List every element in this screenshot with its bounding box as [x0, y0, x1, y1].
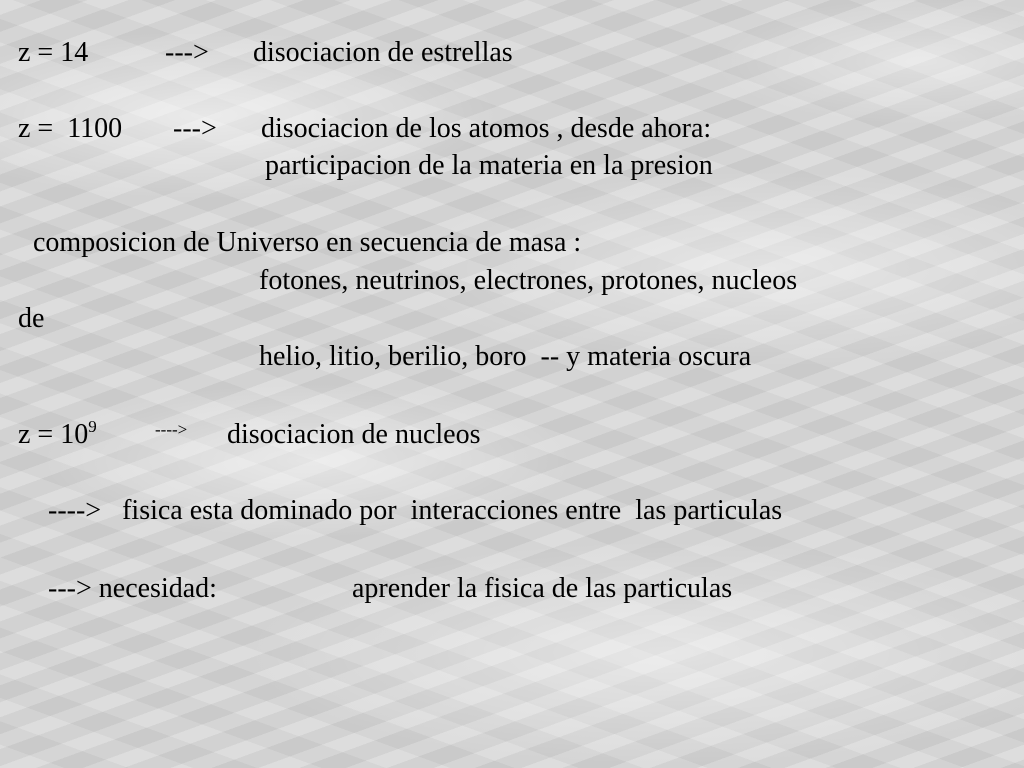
atom-dissociation-text: disociacion de los atomos , desde ahora: — [261, 113, 712, 144]
redshift-base: z = 10 — [18, 419, 89, 450]
redshift-14: z = 14 — [18, 37, 89, 68]
small-arrow: ----> — [155, 420, 188, 439]
elements-list: helio, litio, berilio, boro -- y materia oscura — [259, 341, 752, 372]
physics-interactions-text: ----> fisica esta dominado por interacciones entre las particulas — [48, 495, 783, 526]
star-dissociation-text: disociacion de estrellas — [253, 37, 513, 68]
arrow — [155, 419, 187, 454]
redshift-10e9 — [18, 419, 97, 454]
redshift-1100: z = 1100 — [18, 113, 123, 144]
necessity-label: ---> necesidad: — [48, 573, 217, 604]
matter-pressure-text: participacion de la materia en la presion — [265, 150, 713, 181]
arrow: ---> — [165, 37, 209, 68]
composition-heading: composicion de Universo en secuencia de masa : — [33, 227, 582, 258]
nuclei-dissociation-text: disociacion de nucleos — [227, 419, 481, 450]
particles-list-wrap: de — [18, 303, 45, 334]
learn-particle-physics-text: aprender la fisica de las particulas — [352, 573, 733, 604]
arrow: ---> — [173, 113, 217, 144]
redshift-exponent: 9 — [88, 417, 97, 436]
particles-list: fotones, neutrinos, electrones, protones, nucleos — [259, 265, 798, 296]
